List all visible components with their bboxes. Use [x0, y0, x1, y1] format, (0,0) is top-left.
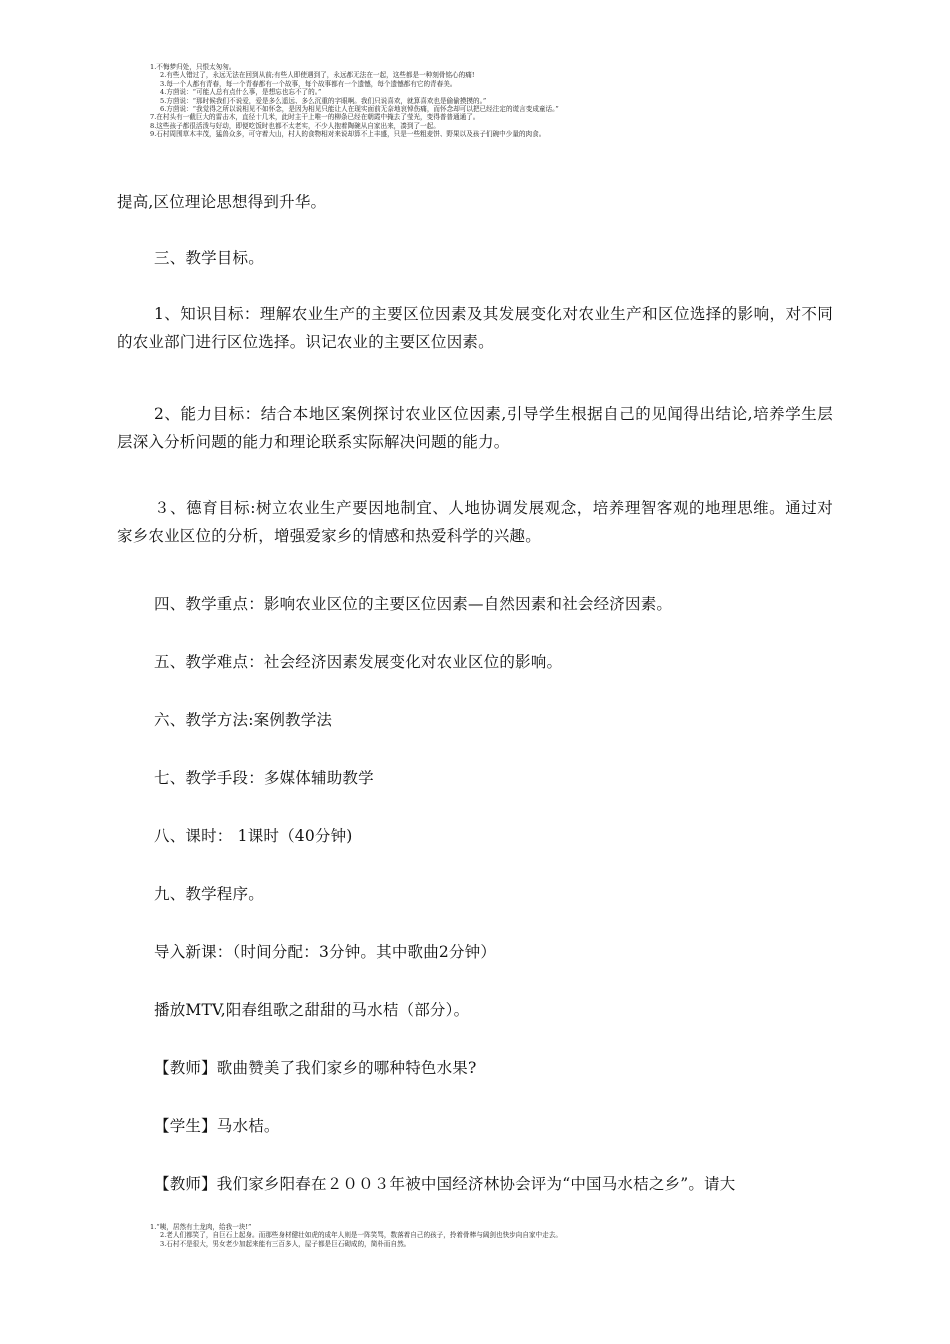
dialogue-line: 【学生】马水桔。: [154, 1117, 280, 1135]
teacher-statement: [117, 1170, 833, 1198]
header-note: 4.方茴说：“可能人总有点什么事，是想忘也忘不了的。”: [160, 88, 322, 97]
class-hours: [117, 822, 833, 850]
teaching-means: [117, 764, 833, 792]
paragraph: 2、能力目标：结合本地区案例探讨农业区位因素,引导学生根据自己的见闻得出结论,培养学生层层深入分析问题的能力和理论联系实际解决问题的能力。: [117, 405, 833, 451]
goal-moral: [117, 494, 833, 550]
header-note: 1.不悔梦归处，只恨太匆匆。: [150, 63, 236, 71]
paragraph: ３、德育目标:树立农业生产要因地制宜、人地协调发展观念，培养理智客观的地理思维。通过对家乡农业区位的分析，增强爱家乡的情感和热爱科学的兴趣。: [117, 499, 833, 545]
paragraph: 八、课时： 1课时（40分钟): [154, 827, 353, 845]
paragraph: 四、教学重点：影响农业区位的主要区位因素—自然因素和社会经济因素。: [154, 595, 673, 613]
header-notes: [150, 63, 870, 139]
header-note: 3.每一个人都有青春，每一个青春都有一个故事，每个故事都有一个遗憾，每个遗憾都有它的青春美。: [160, 79, 457, 88]
header-note: 6.方茴说：“我觉得之所以说相见不如怀念，是因为相见只能让人在现实面前无奈地哀悼伤痛，而怀念却可以把已经注定的谎言变成童话。”: [160, 105, 559, 114]
dialogue-line: 【教师】歌曲赞美了我们家乡的哪种特色水果?: [154, 1059, 477, 1077]
footer-note: 2.老人们都笑了，自巨石上起身。而那些身材健壮如虎的成年人则是一阵笑骂，数落着自己的孩子，拎着骨棒与阔剑也快步向自家中走去。: [160, 1231, 562, 1240]
play-mtv: [117, 996, 833, 1024]
header-note: 7.在村头有一截巨大的雷击木，直径十几米，此时主干上唯一的柳条已经在朝霞中掩去了莹光，变得普普通通了。: [150, 113, 480, 122]
paragraph: 导入新课：（时间分配：3分钟。其中歌曲2分钟）: [154, 943, 497, 961]
paragraph: 1、知识目标：理解农业生产的主要区位因素及其发展变化对农业生产和区位选择的影响，对不同的农业部门进行区位选择。识记农业的主要区位因素。: [117, 305, 833, 351]
student-answer: [117, 1112, 833, 1140]
footer-note: 1.“咦，居然有土龙肉，给我一块!”: [150, 1223, 252, 1231]
header-note: 5.方茴说：“那时候我们不说爱，爱是多么遥远、多么沉重的字眼啊。我们只说喜欢，就算喜欢也是偷偷摸摸的。”: [160, 96, 487, 105]
paragraph: 六、教学方法:案例教学法: [154, 711, 333, 729]
paragraph: 七、教学手段：多媒体辅助教学: [154, 769, 374, 787]
dialogue-line: 【教师】我们家乡阳春在２００３年被中国经济林协会评为“中国马水桔之乡”。请大: [154, 1175, 736, 1193]
paragraph-intro: [117, 188, 833, 216]
goal-knowledge: [117, 300, 833, 356]
footer-notes: [150, 1223, 870, 1248]
header-note: 8.这些孩子都很活泼与好动，即便吃饭时也都不太老实，不少人抱着陶碗从自家出来，凑到了一起。: [150, 121, 440, 130]
header-note: 2.有些人错过了，永远无法在回到从前;有些人即使遇到了，永远都无法在一起，这些都是一种刻骨铭心的痛!: [160, 71, 475, 80]
teacher-question: [117, 1054, 833, 1082]
paragraph: 播放MTV,阳春组歌之甜甜的马水桔（部分）。: [154, 1001, 470, 1019]
teaching-procedure: [117, 880, 833, 908]
teaching-method: [117, 706, 833, 734]
teaching-difficulty: [117, 648, 833, 676]
footer-note: 3.石村不是很大，男女老少加起来能有三百多人，屋子都是巨石砌成的，简朴而自然。: [160, 1239, 411, 1248]
goal-ability: [117, 400, 833, 456]
section-goals-heading: [117, 244, 833, 272]
intro-lesson: [117, 938, 833, 966]
header-note: 9.石村周围草木丰茂，猛兽众多，可守着大山，村人的食物相对来说却算不上丰盛，只是一些粗麦饼、野果以及孩子们碗中少量的肉食。: [150, 130, 546, 139]
paragraph: 提高,区位理论思想得到升华。: [117, 193, 327, 211]
section-heading: 三、教学目标。: [154, 249, 264, 267]
section-heading: 九、教学程序。: [154, 885, 264, 903]
teaching-focus: [117, 590, 833, 618]
paragraph: 五、教学难点：社会经济因素发展变化对农业区位的影响。: [154, 653, 563, 671]
